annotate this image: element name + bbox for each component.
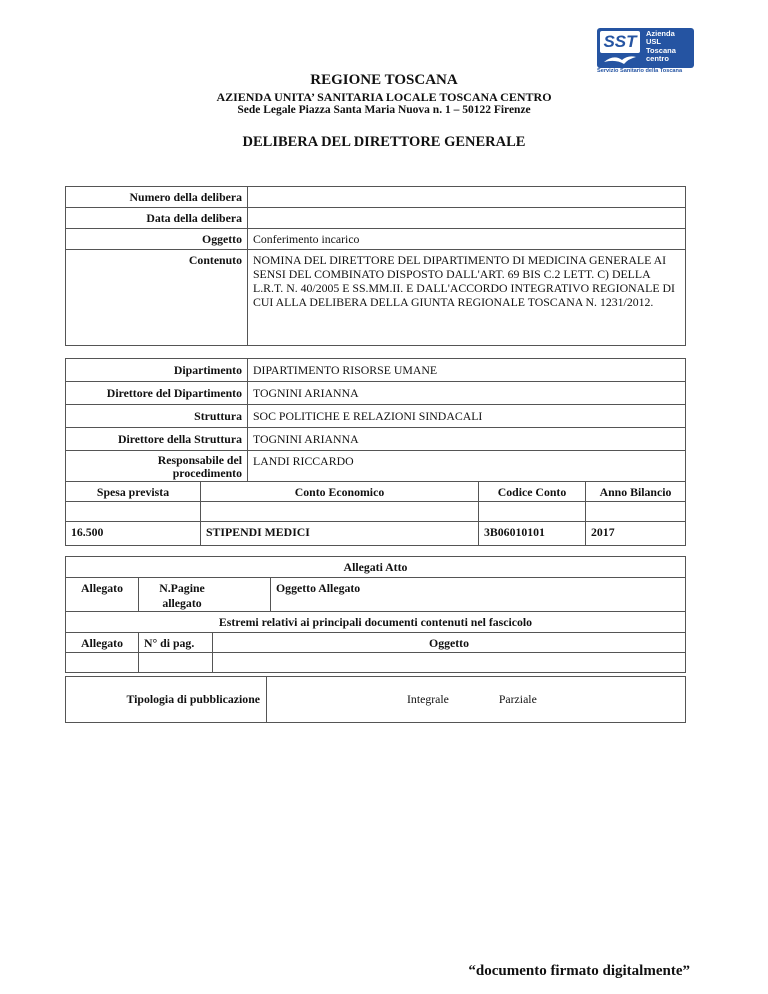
- estremi-allegato-header: Allegato: [66, 633, 139, 653]
- anno-empty-cell: [586, 502, 686, 522]
- estremi-empty-oggetto: [213, 653, 686, 673]
- direttore-dipartimento-value: TOGNINI ARIANNA: [248, 382, 686, 405]
- direttore-struttura-value: TOGNINI ARIANNA: [248, 428, 686, 451]
- region-heading: REGIONE TOSCANA: [310, 72, 458, 88]
- organization-table: [65, 358, 686, 482]
- allegato-header: Allegato: [66, 578, 139, 612]
- dipartimento-label: Dipartimento: [66, 359, 248, 382]
- bird-icon: [600, 52, 640, 66]
- conto-economico-value: STIPENDI MEDICI: [201, 522, 479, 546]
- responsabile-label: Responsabile del procedimento: [66, 451, 248, 482]
- codice-conto-header: Codice Conto: [479, 482, 586, 502]
- allegati-table: [65, 556, 686, 673]
- dipartimento-value: DIPARTIMENTO RISORSE UMANE: [248, 359, 686, 382]
- pubblicazione-table: [65, 676, 686, 723]
- logo-line-4: centro: [646, 53, 669, 63]
- logo-tagline: Servizio Sanitario della Toscana: [597, 68, 683, 74]
- struttura-label: Struttura: [66, 405, 248, 428]
- asl-logo: [597, 28, 694, 76]
- spesa-table: [65, 481, 686, 546]
- logo-line-3: Toscana: [646, 45, 676, 55]
- contenuto-value: NOMINA DEL DIRETTORE DEL DIPARTIMENTO DI MEDICINA GENERALE AI SENSI DEL COMBINATO DISPOSTO DALL'ART. 69 BIS C.2 LETT. C) DELLA L.R.T. N. 40/2005 E SS.MM.II. E DALL'ACCORDO INTEGRATIVO REGIONALE DI CUI ALLA DELIBERA DELLA GIUNTA REGIONALE TOSCANA N. 1231/2012.: [248, 250, 686, 346]
- spesa-value: 16.500: [66, 522, 201, 546]
- agency-heading: AZIENDA UNITA’ SANITARIA LOCALE TOSCANA CENTRO: [216, 90, 552, 104]
- parziale-option: Parziale: [498, 692, 537, 706]
- direttore-dipartimento-label: Direttore del Dipartimento: [66, 382, 248, 405]
- anno-bilancio-header: Anno Bilancio: [586, 482, 686, 502]
- integrale-option: Integrale: [407, 692, 449, 706]
- allegati-title: Allegati Atto: [66, 557, 686, 578]
- spesa-header: Spesa prevista: [66, 482, 201, 502]
- estremi-pag-header: N° di pag.: [139, 633, 213, 653]
- oggetto-allegato-header: Oggetto Allegato: [271, 578, 686, 612]
- data-label: Data della delibera: [66, 208, 248, 229]
- spesa-empty-cell: [66, 502, 201, 522]
- estremi-empty-allegato: [66, 653, 139, 673]
- digital-signature-note: “documento firmato digitalmente”: [468, 963, 690, 979]
- contenuto-label: Contenuto: [66, 250, 248, 346]
- logo-abbr: SST: [600, 31, 640, 53]
- estremi-empty-pag: [139, 653, 213, 673]
- responsabile-value: LANDI RICCARDO: [248, 451, 686, 482]
- direttore-struttura-label: Direttore della Struttura: [66, 428, 248, 451]
- pubblicazione-options: [267, 677, 686, 723]
- codice-conto-value: 3B06010101: [479, 522, 586, 546]
- conto-empty-cell: [201, 502, 479, 522]
- conto-economico-header: Conto Economico: [201, 482, 479, 502]
- estremi-title: Estremi relativi ai principali documenti contenuti nel fascicolo: [66, 612, 686, 633]
- anno-bilancio-value: 2017: [586, 522, 686, 546]
- document-title: DELIBERA DEL DIRETTORE GENERALE: [242, 134, 526, 150]
- logo-line-1: Azienda: [646, 29, 675, 38]
- n-pagine-header: N.Pagine allegato: [139, 578, 271, 612]
- logo-line-2: USL: [646, 37, 661, 47]
- numero-label: Numero della delibera: [66, 187, 248, 208]
- oggetto-value: Conferimento incarico: [248, 229, 686, 250]
- pubblicazione-label: Tipologia di pubblicazione: [66, 677, 267, 723]
- oggetto-label: Oggetto: [66, 229, 248, 250]
- data-value: [248, 208, 686, 229]
- struttura-value: SOC POLITICHE E RELAZIONI SINDACALI: [248, 405, 686, 428]
- numero-value: [248, 187, 686, 208]
- delibera-info-table: [65, 186, 686, 346]
- codice-empty-cell: [479, 502, 586, 522]
- estremi-oggetto-header: Oggetto: [213, 633, 686, 653]
- address-heading: Sede Legale Piazza Santa Maria Nuova n. 1 – 50122 Firenze: [237, 104, 531, 116]
